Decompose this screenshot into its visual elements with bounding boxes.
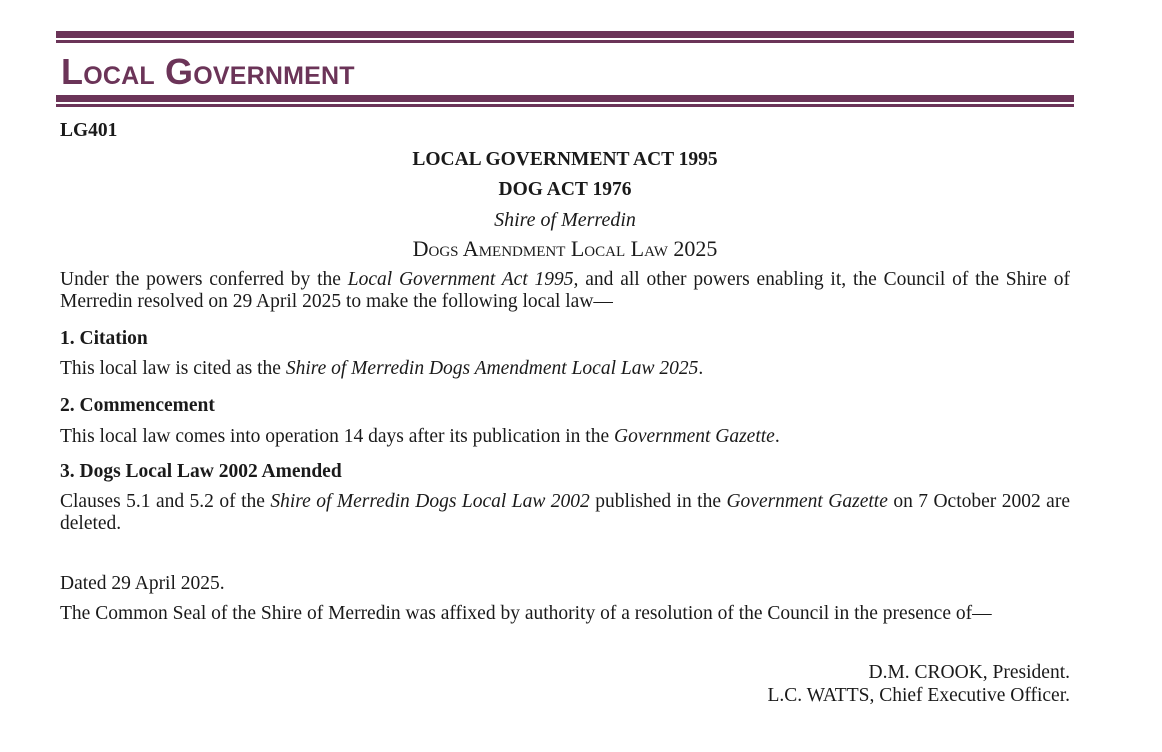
header-rule-top-thin (56, 40, 1074, 43)
clause-1-end: . (698, 358, 704, 379)
header-rule-bottom-thin (56, 104, 1074, 107)
clause-3-law-name: Shire of Merredin Dogs Local Law 2002 (270, 491, 590, 512)
preamble-text-2: and all other powers enabling it, the Council of the Shire of Merredin resolved on 29 April 2025 to make the following local law— (60, 269, 1070, 312)
dated-line: Dated 29 April 2025. (60, 573, 225, 594)
act-title-1: LOCAL GOVERNMENT ACT 1995 (412, 149, 718, 170)
clause-3-heading: 3. Dogs Local Law 2002 Amended (60, 461, 342, 482)
signatory-ceo: L.C. WATTS, Chief Executive Officer. (767, 685, 1070, 706)
clause-3-body (60, 491, 1070, 535)
clause-1-body (60, 358, 1070, 380)
clause-3-gazette: Government Gazette (726, 491, 888, 512)
clause-3-end: on 7 October 2002 are deleted. (60, 491, 1070, 534)
notice-id: LG401 (60, 120, 118, 141)
header-rule-bottom-thick (56, 95, 1074, 102)
preamble-act: Local Government Act 1995, (347, 269, 579, 290)
signatory-president: D.M. CROOK, President. (868, 662, 1070, 683)
preamble (60, 269, 1070, 313)
clause-3-text: Clauses 5.1 and 5.2 of the (60, 491, 271, 512)
clause-2-end: . (774, 426, 780, 447)
header-rule-top-thick (56, 31, 1074, 38)
clause-2-heading: 2. Commencement (60, 395, 215, 416)
clause-2-body (60, 426, 1070, 448)
section-title: Local Government (61, 51, 355, 92)
shire-name: Shire of Merredin (494, 209, 636, 231)
preamble-text: Under the powers conferred by the (60, 269, 348, 290)
law-title: Dogs Amendment Local Law 2025 (412, 236, 718, 261)
clause-3-text-2: published in the (589, 491, 727, 512)
clause-1-heading: 1. Citation (60, 328, 148, 349)
clause-2-gazette: Government Gazette (614, 426, 775, 447)
common-seal-text: The Common Seal of the Shire of Merredin was affixed by authority of a resolution of the Council in the presence of— (60, 603, 992, 624)
clause-1-text: This local law is cited as the (60, 358, 286, 379)
clause-1-citation: Shire of Merredin Dogs Amendment Local Law 2025 (285, 358, 699, 379)
clause-2-text: This local law comes into operation 14 days after its publication in the (60, 426, 614, 447)
act-title-2: DOG ACT 1976 (498, 179, 632, 200)
